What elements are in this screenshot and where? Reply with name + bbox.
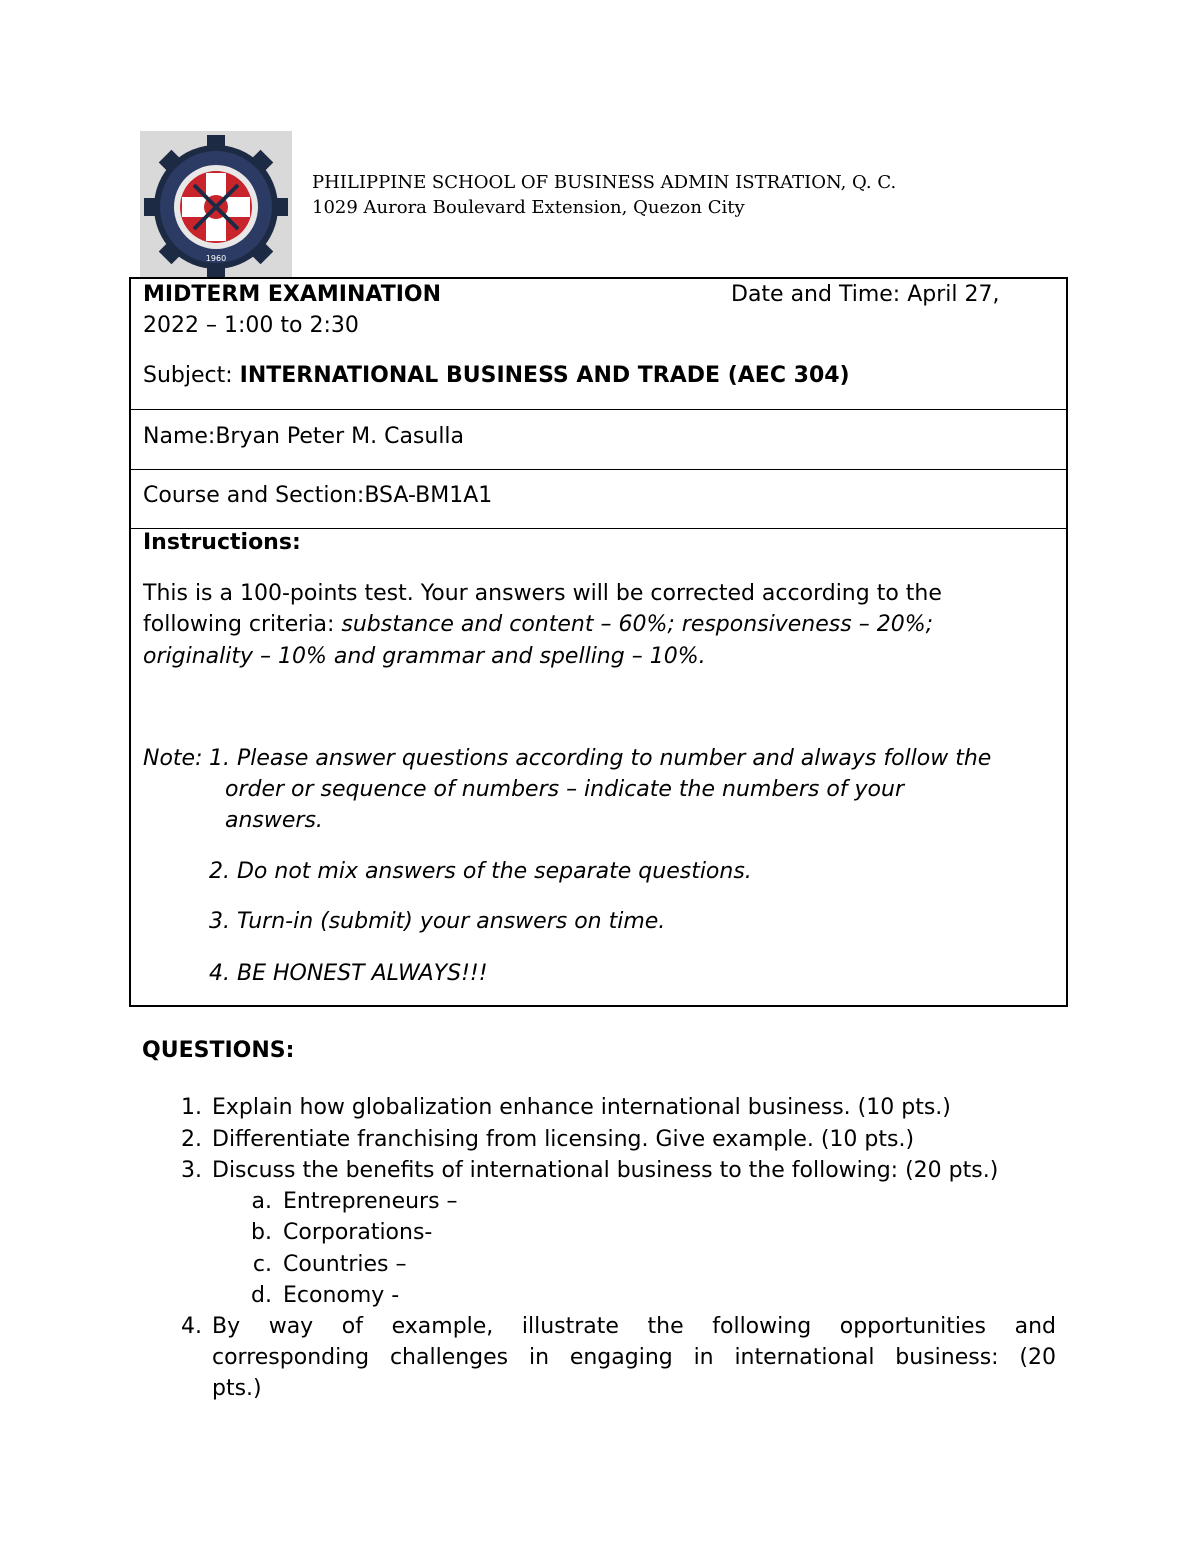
svg-text:1960: 1960 — [205, 254, 227, 263]
subject-label: Subject: — [143, 363, 240, 388]
instructions-p1-line1: This is a 100-points test. Your answers will be corrected according to the — [143, 581, 942, 606]
criteria-label: following criteria: — [143, 612, 342, 637]
q3d-letter: d. — [251, 1283, 272, 1308]
course-row — [131, 470, 1066, 529]
course-section: Course and Section:BSA-BM1A1 — [143, 483, 493, 508]
q3b-text: Corporations- — [283, 1220, 433, 1245]
exam-info-box — [129, 277, 1068, 1007]
note-1-line3: answers. — [225, 808, 323, 833]
q3a-letter: a. — [251, 1189, 272, 1214]
name-row — [131, 410, 1066, 470]
q2-text: Differentiate franchising from licensing. Give example. (10 pts.) — [212, 1127, 915, 1152]
exam-title-row — [131, 279, 1066, 410]
note-1-line2: order or sequence of numbers – indicate the numbers of your — [225, 777, 905, 802]
exam-subject — [143, 360, 850, 391]
q3d-text: Economy - — [283, 1283, 400, 1308]
q3b-letter: b. — [251, 1220, 272, 1245]
q1-number: 1. — [181, 1095, 202, 1120]
note-label: Note: — [143, 746, 203, 771]
q3c-letter: c. — [252, 1252, 272, 1277]
student-name: Name:Bryan Peter M. Casulla — [143, 424, 465, 449]
exam-date-line1: Date and Time: April 27, — [731, 282, 1000, 307]
note-1-line1: 1. Please answer questions according to number and always follow the — [209, 746, 992, 771]
subject-value: INTERNATIONAL BUSINESS AND TRADE (AEC 304) — [239, 363, 850, 388]
exam-title: MIDTERM EXAMINATION — [143, 282, 441, 307]
q1-text: Explain how globalization enhance international business. (10 pts.) — [212, 1095, 951, 1120]
note-3: 3. Turn-in (submit) your answers on time. — [209, 909, 666, 934]
instructions-p1-line3: originality – 10% and grammar and spelling – 10%. — [143, 644, 706, 669]
q3c-text: Countries – — [283, 1252, 407, 1277]
school-logo — [140, 131, 292, 277]
note-4: 4. BE HONEST ALWAYS!!! — [209, 961, 488, 986]
q4-line3: pts.) — [212, 1376, 262, 1401]
q4-line2: corresponding challenges in engaging in international business: (20 — [212, 1345, 1056, 1370]
instructions-p1-line2 — [143, 609, 933, 640]
school-name: PHILIPPINE SCHOOL OF BUSINESS ADMIN ISTRATION, Q. C. — [312, 172, 897, 193]
q2-number: 2. — [181, 1127, 202, 1152]
criteria-values: substance and content – 60%; responsiveness – 20%; — [341, 612, 934, 637]
exam-date-line2: 2022 – 1:00 to 2:30 — [143, 313, 359, 338]
school-address: 1029 Aurora Boulevard Extension, Quezon City — [312, 197, 745, 218]
q3a-text: Entrepreneurs – — [283, 1189, 458, 1214]
q4-line1: By way of example, illustrate the following opportunities and — [212, 1314, 1056, 1339]
questions-heading: QUESTIONS: — [142, 1038, 295, 1063]
q3-number: 3. — [181, 1158, 202, 1183]
note-2: 2. Do not mix answers of the separate questions. — [209, 859, 752, 884]
school-header — [312, 170, 896, 220]
q3-text: Discuss the benefits of international business to the following: (20 pts.) — [212, 1158, 999, 1183]
q4-number: 4. — [181, 1314, 202, 1339]
instructions-heading: Instructions: — [143, 530, 301, 555]
